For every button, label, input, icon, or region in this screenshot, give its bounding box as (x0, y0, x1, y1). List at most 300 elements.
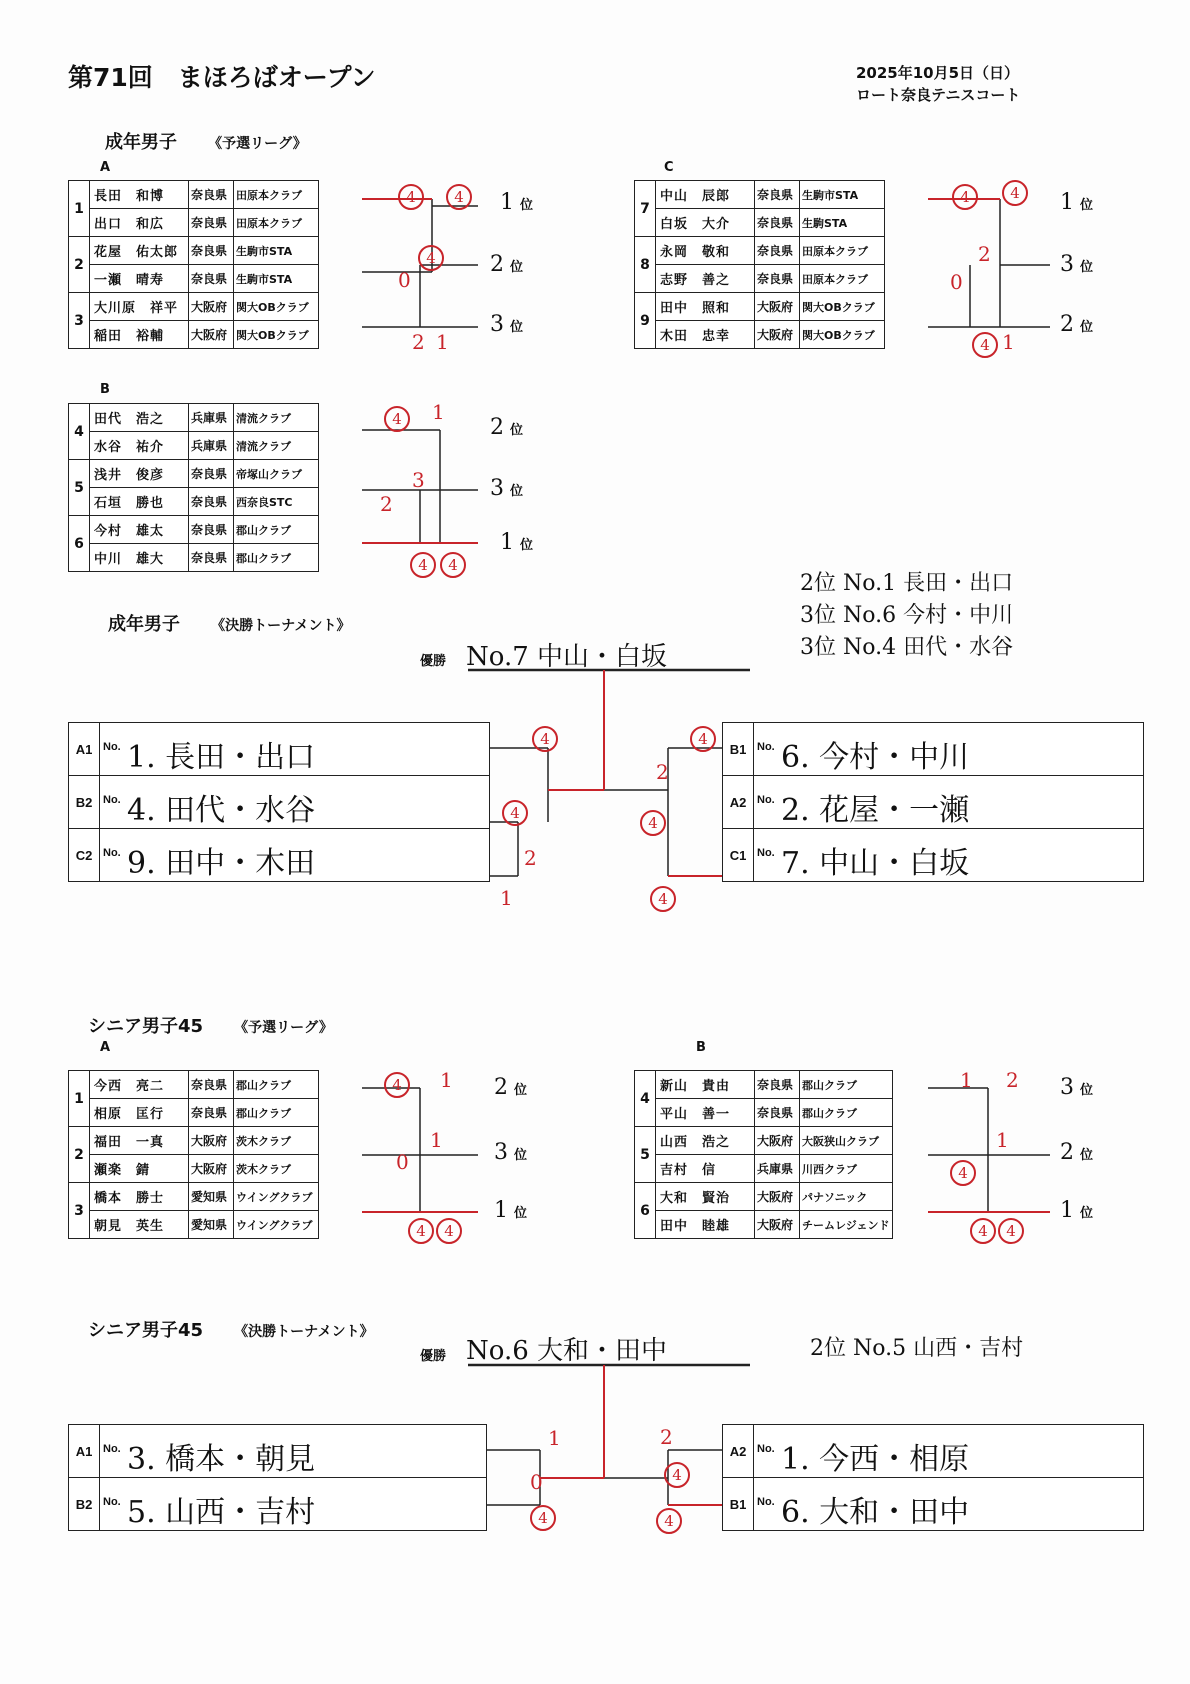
table-row (69, 265, 319, 293)
entry-name: 4. 田代・水谷 (127, 793, 316, 828)
club: 茨木クラブ (234, 1155, 319, 1183)
senior-group-a-label: A (100, 1040, 111, 1055)
club: チームレジェンド (800, 1211, 893, 1239)
score-mark: 4 (1002, 180, 1028, 206)
prefecture: 奈良県 (189, 460, 234, 488)
rank-suffix: 位 (514, 1148, 528, 1163)
entry-number: 8 (635, 237, 656, 293)
entry-number: 2 (69, 237, 90, 293)
table-row (69, 1071, 319, 1099)
rank-label (1060, 1198, 1093, 1223)
bracket-entry (69, 1478, 486, 1530)
rank-value: 2 (490, 252, 504, 277)
open-tournament-title: 成年男子 (108, 614, 180, 635)
senior-league-title: シニア男子45 (88, 1016, 204, 1037)
senior-league-heading (88, 1012, 333, 1038)
club: 郡山クラブ (234, 1071, 319, 1099)
club: 田原本クラブ (800, 265, 885, 293)
number-label: No. (757, 847, 775, 859)
open-tournament-subtitle: 《決勝トーナメント》 (211, 618, 351, 634)
page-title: 第71回 まほろばオープン (68, 63, 376, 92)
table-row (635, 1071, 893, 1099)
entry-name: 6. 大和・田中 (781, 1495, 970, 1530)
table-row (635, 209, 885, 237)
score-mark: 1 (548, 1426, 561, 1450)
prefecture: 奈良県 (755, 237, 800, 265)
table-row (69, 1155, 319, 1183)
club: 川西クラブ (800, 1155, 893, 1183)
score-mark: 1 (440, 1068, 453, 1092)
score-mark: 4 (384, 406, 410, 432)
table-row (69, 1099, 319, 1127)
senior-league-subtitle: 《予選リーグ》 (234, 1020, 333, 1036)
rank-value: 3 (1060, 1075, 1074, 1100)
prefecture: 兵庫県 (189, 432, 234, 460)
table-row (69, 1183, 319, 1211)
table-row (69, 321, 319, 349)
prefecture: 奈良県 (189, 1099, 234, 1127)
prefecture: 兵庫県 (189, 404, 234, 432)
player-name: 平山 善一 (656, 1099, 755, 1127)
rank-suffix: 位 (514, 1206, 528, 1221)
club: ウイングクラブ (234, 1211, 319, 1239)
score-mark: 4 (436, 1218, 462, 1244)
rank-value: 3 (494, 1140, 508, 1165)
seed-position: B2 (69, 1478, 100, 1530)
score-mark: 4 (952, 184, 978, 210)
player-name: 浅井 俊彦 (90, 460, 189, 488)
bracket-entry (69, 829, 489, 881)
score-mark: 4 (970, 1218, 996, 1244)
rank-label (1060, 1140, 1093, 1165)
seed-position: A1 (69, 723, 100, 775)
table-row (69, 181, 319, 209)
table-row (635, 293, 885, 321)
seed-position: B1 (723, 723, 754, 775)
rank-value: 3 (490, 312, 504, 337)
bracket-entry (723, 1425, 1143, 1478)
entry-name: 3. 橋本・朝見 (127, 1442, 316, 1477)
senior-left-bracket (68, 1424, 487, 1531)
club: 関大OBクラブ (234, 321, 319, 349)
seed-position: B1 (723, 1478, 754, 1530)
rank-suffix: 位 (510, 484, 524, 499)
score-mark: 4 (384, 1072, 410, 1098)
seed-position: A1 (69, 1425, 100, 1477)
rank-suffix: 位 (1080, 260, 1094, 275)
result-note: 2位 No.1 長田・出口 (800, 571, 1014, 596)
number-label: No. (103, 741, 121, 753)
table-row (635, 1183, 893, 1211)
senior-group-a-table (68, 1070, 319, 1239)
club: 田原本クラブ (234, 209, 319, 237)
table-row (69, 209, 319, 237)
result-note: 2位 No.5 山西・吉村 (810, 1336, 1024, 1361)
senior-tournament-subtitle: 《決勝トーナメント》 (234, 1324, 374, 1340)
number-label: No. (103, 847, 121, 859)
prefecture: 大阪府 (755, 321, 800, 349)
club: 郡山クラブ (234, 516, 319, 544)
rank-label (494, 1140, 527, 1165)
senior-champion-label: 優勝 (420, 1349, 447, 1364)
score-mark: 4 (650, 886, 676, 912)
player-name: 永岡 敬和 (656, 237, 755, 265)
seed-position: C2 (69, 829, 100, 881)
bracket-entry (69, 776, 489, 829)
player-name: 福田 一真 (90, 1127, 189, 1155)
rank-suffix: 位 (514, 1083, 528, 1098)
open-results-notes (800, 568, 1013, 664)
score-mark: 0 (398, 268, 411, 292)
score-mark: 2 (412, 330, 425, 354)
club: 郡山クラブ (800, 1071, 893, 1099)
entry-number: 2 (69, 1127, 90, 1183)
rank-value: 3 (490, 476, 504, 501)
entry-name: 1. 長田・出口 (127, 740, 316, 775)
score-mark: 4 (532, 726, 558, 752)
prefecture: 奈良県 (189, 1071, 234, 1099)
score-mark: 2 (656, 760, 669, 784)
prefecture: 奈良県 (755, 181, 800, 209)
score-mark: 4 (640, 810, 666, 836)
entry-name: 6. 今村・中川 (781, 740, 970, 775)
score-mark: 4 (690, 726, 716, 752)
rank-suffix: 位 (1080, 320, 1094, 335)
rank-value: 2 (490, 415, 504, 440)
prefecture: 大阪府 (189, 1127, 234, 1155)
bracket-entry (723, 829, 1143, 881)
entry-number: 6 (69, 516, 90, 572)
club: 大阪狭山クラブ (800, 1127, 893, 1155)
senior-champion: No.6 大和・田中 (466, 1336, 668, 1366)
rank-suffix: 位 (1080, 1206, 1094, 1221)
number-label: No. (757, 741, 775, 753)
rank-label (490, 476, 523, 501)
bracket-entry (723, 1478, 1143, 1530)
player-name: 橋本 勝士 (90, 1183, 189, 1211)
entry-number: 4 (635, 1071, 656, 1127)
club: ウイングクラブ (234, 1183, 319, 1211)
score-mark: 0 (950, 270, 963, 294)
rank-suffix: 位 (520, 198, 534, 213)
player-name: 大和 賢治 (656, 1183, 755, 1211)
table-row (69, 1211, 319, 1239)
player-name: 田中 照和 (656, 293, 755, 321)
prefecture: 奈良県 (755, 1071, 800, 1099)
prefecture: 大阪府 (755, 1211, 800, 1239)
prefecture: 奈良県 (189, 209, 234, 237)
senior-right-bracket (722, 1424, 1144, 1531)
player-name: 木田 忠幸 (656, 321, 755, 349)
score-mark: 4 (408, 1218, 434, 1244)
rank-suffix: 位 (510, 423, 524, 438)
club: 関大OBクラブ (800, 321, 885, 349)
player-name: 新山 貴由 (656, 1071, 755, 1099)
rank-value: 3 (1060, 252, 1074, 277)
table-row (69, 544, 319, 572)
rank-suffix: 位 (1080, 1148, 1094, 1163)
prefecture: 大阪府 (755, 1183, 800, 1211)
club: 郡山クラブ (800, 1099, 893, 1127)
prefecture: 奈良県 (189, 237, 234, 265)
player-name: 志野 善之 (656, 265, 755, 293)
table-row (635, 1211, 893, 1239)
rank-suffix: 位 (510, 320, 524, 335)
prefecture: 奈良県 (755, 265, 800, 293)
prefecture: 愛知県 (189, 1183, 234, 1211)
player-name: 花屋 佑太郎 (90, 237, 189, 265)
score-mark: 4 (950, 1160, 976, 1186)
number-label: No. (757, 1443, 775, 1455)
entry-number: 1 (69, 1071, 90, 1127)
open-group-c-label: C (664, 160, 674, 175)
score-mark: 1 (436, 330, 449, 354)
player-name: 水谷 祐介 (90, 432, 189, 460)
score-mark: 4 (502, 800, 528, 826)
rank-label (490, 312, 523, 337)
rank-label (1060, 1075, 1093, 1100)
score-mark: 1 (960, 1068, 973, 1092)
table-row (635, 181, 885, 209)
prefecture: 大阪府 (755, 293, 800, 321)
bracket-entry (69, 1425, 486, 1478)
prefecture: 奈良県 (189, 181, 234, 209)
score-mark: 4 (410, 552, 436, 578)
prefecture: 奈良県 (755, 209, 800, 237)
score-mark: 4 (446, 184, 472, 210)
seed-position: A2 (723, 1425, 754, 1477)
number-label: No. (757, 794, 775, 806)
entry-number: 3 (69, 1183, 90, 1239)
entry-name: 1. 今西・相原 (781, 1442, 970, 1477)
prefecture: 兵庫県 (755, 1155, 800, 1183)
table-row (69, 293, 319, 321)
club: 関大OBクラブ (800, 293, 885, 321)
entry-number: 3 (69, 293, 90, 349)
rank-value: 1 (1060, 1198, 1074, 1223)
prefecture: 大阪府 (189, 293, 234, 321)
entry-name: 2. 花屋・一瀬 (781, 793, 970, 828)
rank-suffix: 位 (510, 260, 524, 275)
entry-number: 9 (635, 293, 656, 349)
number-label: No. (103, 794, 121, 806)
rank-label (500, 530, 533, 555)
club: 清流クラブ (234, 432, 319, 460)
event-venue: ロート奈良テニスコート (856, 86, 1021, 104)
open-tournament-heading (108, 610, 351, 636)
score-mark: 4 (418, 245, 444, 271)
score-mark: 2 (660, 1425, 673, 1449)
club: 郡山クラブ (234, 1099, 319, 1127)
player-name: 石垣 勝也 (90, 488, 189, 516)
table-row (69, 460, 319, 488)
score-mark: 4 (656, 1508, 682, 1534)
entry-number: 1 (69, 181, 90, 237)
rank-label (490, 252, 523, 277)
club: 田原本クラブ (234, 181, 319, 209)
club: 帝塚山クラブ (234, 460, 319, 488)
score-mark: 4 (972, 332, 998, 358)
rank-suffix: 位 (1080, 198, 1094, 213)
rank-value: 1 (1060, 190, 1074, 215)
score-mark: 2 (1006, 1068, 1019, 1092)
player-name: 田中 睦雄 (656, 1211, 755, 1239)
player-name: 相原 匡行 (90, 1099, 189, 1127)
rank-value: 1 (500, 530, 514, 555)
player-name: 朝見 英生 (90, 1211, 189, 1239)
score-mark: 1 (500, 886, 513, 910)
score-mark: 2 (978, 242, 991, 266)
open-champion-label: 優勝 (420, 654, 447, 669)
score-mark: 4 (530, 1505, 556, 1531)
prefecture: 奈良県 (189, 516, 234, 544)
table-row (69, 237, 319, 265)
score-mark: 1 (996, 1128, 1009, 1152)
player-name: 今西 亮二 (90, 1071, 189, 1099)
seed-position: A2 (723, 776, 754, 828)
rank-suffix: 位 (1080, 1083, 1094, 1098)
table-row (69, 432, 319, 460)
player-name: 白坂 大介 (656, 209, 755, 237)
senior-group-b-table (634, 1070, 893, 1239)
open-champion: No.7 中山・白坂 (466, 642, 668, 672)
seed-position: C1 (723, 829, 754, 881)
senior-group-b-label: B (696, 1040, 706, 1055)
open-left-bracket (68, 722, 490, 882)
prefecture: 大阪府 (755, 1127, 800, 1155)
rank-label (494, 1198, 527, 1223)
score-mark: 4 (664, 1462, 690, 1488)
club: 郡山クラブ (234, 544, 319, 572)
event-date: 2025年10月5日（日） (856, 64, 1020, 82)
rank-value: 2 (1060, 1140, 1074, 1165)
prefecture: 奈良県 (189, 265, 234, 293)
player-name: 大川原 祥平 (90, 293, 189, 321)
score-mark: 1 (430, 1128, 443, 1152)
table-row (69, 488, 319, 516)
score-mark: 2 (524, 846, 537, 870)
table-row (635, 1099, 893, 1127)
score-mark: 2 (380, 492, 393, 516)
rank-value: 2 (1060, 312, 1074, 337)
seed-position: B2 (69, 776, 100, 828)
prefecture: 愛知県 (189, 1211, 234, 1239)
club: 生駒市STA (234, 237, 319, 265)
table-row (635, 237, 885, 265)
rank-label (490, 415, 523, 440)
entry-name: 7. 中山・白坂 (781, 846, 970, 881)
score-mark: 1 (432, 400, 445, 424)
entry-number: 7 (635, 181, 656, 237)
bracket-entry (723, 723, 1143, 776)
player-name: 中川 雄大 (90, 544, 189, 572)
score-mark: 3 (412, 468, 425, 492)
prefecture: 奈良県 (189, 488, 234, 516)
prefecture: 大阪府 (189, 321, 234, 349)
open-group-a-label: A (100, 160, 111, 175)
club: 生駒STA (800, 209, 885, 237)
score-mark: 0 (396, 1150, 409, 1174)
player-name: 山西 浩之 (656, 1127, 755, 1155)
open-league-title: 成年男子 (105, 132, 177, 153)
open-group-c-table (634, 180, 885, 349)
senior-results-notes (810, 1333, 1023, 1365)
open-league-subtitle: 《予選リーグ》 (208, 136, 307, 152)
score-mark: 4 (998, 1218, 1024, 1244)
rank-label (500, 190, 533, 215)
prefecture: 奈良県 (189, 544, 234, 572)
entry-number: 6 (635, 1183, 656, 1239)
entry-number: 4 (69, 404, 90, 460)
score-mark: 1 (1002, 330, 1015, 354)
open-group-b-label: B (100, 382, 110, 397)
club: パナソニック (800, 1183, 893, 1211)
table-row (635, 1127, 893, 1155)
rank-label (1060, 312, 1093, 337)
club: 生駒市STA (800, 181, 885, 209)
table-row (69, 1127, 319, 1155)
rank-suffix: 位 (520, 538, 534, 553)
table-row (635, 321, 885, 349)
score-mark: 4 (398, 184, 424, 210)
senior-tournament-title: シニア男子45 (88, 1320, 204, 1341)
result-note: 3位 No.4 田代・水谷 (800, 635, 1014, 660)
entry-name: 5. 山西・吉村 (127, 1495, 316, 1530)
club: 田原本クラブ (800, 237, 885, 265)
prefecture: 奈良県 (755, 1099, 800, 1127)
bracket-entry (69, 723, 489, 776)
result-note: 3位 No.6 今村・中川 (800, 603, 1014, 628)
open-league-heading (105, 128, 307, 154)
bracket-entry (723, 776, 1143, 829)
player-name: 稲田 裕輔 (90, 321, 189, 349)
club: 西奈良STC (234, 488, 319, 516)
number-label: No. (103, 1496, 121, 1508)
number-label: No. (103, 1443, 121, 1455)
table-row (635, 265, 885, 293)
player-name: 長田 和博 (90, 181, 189, 209)
table-row (69, 516, 319, 544)
player-name: 瀬楽 錆 (90, 1155, 189, 1183)
rank-value: 1 (494, 1198, 508, 1223)
entry-name: 9. 田中・木田 (127, 846, 316, 881)
player-name: 一瀬 晴寿 (90, 265, 189, 293)
player-name: 中山 辰郎 (656, 181, 755, 209)
senior-tournament-heading (88, 1316, 374, 1342)
open-group-b-table (68, 403, 319, 572)
entry-number: 5 (69, 460, 90, 516)
player-name: 今村 雄太 (90, 516, 189, 544)
open-right-bracket (722, 722, 1144, 882)
player-name: 出口 和広 (90, 209, 189, 237)
open-group-a-table (68, 180, 319, 349)
rank-value: 1 (500, 190, 514, 215)
club: 清流クラブ (234, 404, 319, 432)
club: 関大OBクラブ (234, 293, 319, 321)
number-label: No. (757, 1496, 775, 1508)
player-name: 吉村 信 (656, 1155, 755, 1183)
rank-value: 2 (494, 1075, 508, 1100)
rank-label (1060, 252, 1093, 277)
table-row (635, 1155, 893, 1183)
rank-label (1060, 190, 1093, 215)
score-mark: 0 (530, 1470, 543, 1494)
player-name: 田代 浩之 (90, 404, 189, 432)
score-mark: 4 (440, 552, 466, 578)
rank-label (494, 1075, 527, 1100)
table-row (69, 404, 319, 432)
entry-number: 5 (635, 1127, 656, 1183)
